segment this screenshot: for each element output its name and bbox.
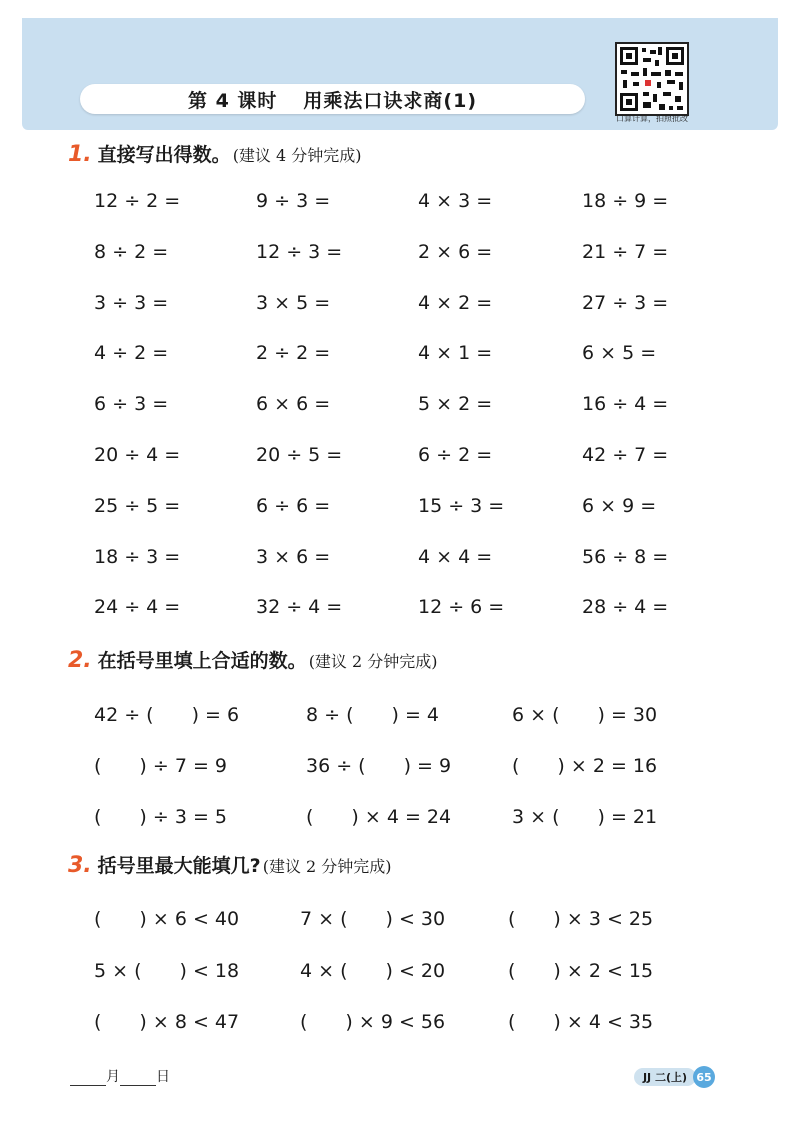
- section-1-hint: (建议 4 分钟完成): [232, 146, 362, 165]
- section1-problem: 18 ÷ 3 =: [94, 545, 181, 568]
- section1-problem: 27 ÷ 3 =: [582, 291, 669, 314]
- section3-problem: ( ) × 4 < 35: [508, 1011, 654, 1033]
- section-1-number: 1.: [68, 142, 92, 167]
- section3-problem: 7 × ( ) < 30: [300, 908, 446, 930]
- section1-problem: 20 ÷ 4 =: [94, 444, 181, 466]
- section3-problem: ( ) × 2 < 15: [508, 959, 654, 982]
- section-2-number: 2.: [68, 648, 92, 673]
- section2-problem: ( ) ÷ 7 = 9: [94, 755, 228, 777]
- section1-problem: 12 ÷ 6 =: [418, 596, 505, 619]
- section3-problem: ( ) × 6 < 40: [94, 908, 240, 930]
- section2-problem: 42 ÷ ( ) = 6: [94, 704, 240, 726]
- section2-problem: ( ) × 4 = 24: [306, 806, 452, 828]
- section1-problem: 56 ÷ 8 =: [582, 545, 669, 568]
- section1-problem: 20 ÷ 5 =: [256, 444, 343, 466]
- day-label: 日: [156, 1069, 170, 1085]
- lesson-title: 用乘法口诀求商(1): [303, 89, 478, 112]
- section1-problem: 12 ÷ 3 =: [256, 240, 343, 263]
- section1-problem: 18 ÷ 9 =: [582, 190, 669, 212]
- section-2-title: 在括号里填上合适的数。: [97, 650, 307, 672]
- section1-problem: 6 × 6 =: [256, 393, 331, 416]
- month-blank[interactable]: [70, 1071, 106, 1086]
- section2-problem: ( ) × 2 = 16: [512, 755, 658, 777]
- section1-problem: 3 ÷ 3 =: [94, 291, 169, 314]
- section2-problem: 36 ÷ ( ) = 9: [306, 755, 452, 777]
- section-1-heading: [68, 140, 362, 167]
- qr-pattern: [617, 44, 687, 114]
- section1-problem: 16 ÷ 4 =: [582, 393, 669, 416]
- section2-problem: 6 × ( ) = 30: [512, 704, 658, 726]
- section1-problem: 42 ÷ 7 =: [582, 444, 669, 466]
- section1-problem: 4 × 2 =: [418, 291, 493, 314]
- section-3-hint: (建议 2 分钟完成): [262, 857, 392, 876]
- grade-badge: JJ 二(上): [634, 1068, 696, 1086]
- section1-problem: 5 × 2 =: [418, 393, 493, 416]
- section1-problem: 32 ÷ 4 =: [256, 596, 343, 619]
- section-2-hint: (建议 2 分钟完成): [308, 652, 438, 671]
- section-3-heading: [68, 851, 392, 878]
- section3-problem: ( ) × 9 < 56: [300, 1011, 446, 1033]
- date-line: [70, 1066, 170, 1086]
- section3-problem: ( ) × 8 < 47: [94, 1011, 240, 1033]
- section1-problem: 28 ÷ 4 =: [582, 596, 669, 619]
- section1-problem: 12 ÷ 2 =: [94, 190, 181, 212]
- section1-problem: 8 ÷ 2 =: [94, 240, 169, 263]
- qr-code-icon[interactable]: [615, 42, 689, 116]
- section1-problem: 3 × 6 =: [256, 545, 331, 568]
- section-2-heading: [68, 646, 438, 673]
- section2-problem: 8 ÷ ( ) = 4: [306, 704, 440, 726]
- section1-problem: 4 × 1 =: [418, 342, 493, 365]
- section1-problem: 3 × 5 =: [256, 291, 331, 314]
- section3-problem: 4 × ( ) < 20: [300, 959, 446, 982]
- section1-problem: 2 × 6 =: [418, 240, 493, 263]
- section1-problem: 4 ÷ 2 =: [94, 342, 169, 365]
- qr-caption: 口算计算，拍照批改: [616, 114, 688, 123]
- section1-problem: 25 ÷ 5 =: [94, 494, 181, 517]
- lesson-number: 第 4 课时: [187, 89, 278, 112]
- section1-problem: 2 ÷ 2 =: [256, 342, 331, 365]
- day-blank[interactable]: [120, 1071, 156, 1086]
- section1-problem: 6 × 9 =: [582, 494, 657, 517]
- month-label: 月: [106, 1069, 120, 1085]
- section1-problem: 6 ÷ 2 =: [418, 444, 493, 466]
- section-1-title: 直接写出得数。: [97, 144, 231, 166]
- section1-problem: 4 × 3 =: [418, 190, 493, 212]
- section2-problem: ( ) ÷ 3 = 5: [94, 806, 228, 828]
- section1-problem: 21 ÷ 7 =: [582, 240, 669, 263]
- section1-problem: 6 × 5 =: [582, 342, 657, 365]
- section-3-title: 括号里最大能填几?: [97, 855, 261, 877]
- section1-problem: 9 ÷ 3 =: [256, 190, 331, 212]
- section-3-number: 3.: [68, 853, 92, 878]
- section1-problem: 6 ÷ 3 =: [94, 393, 169, 416]
- section2-problem: 3 × ( ) = 21: [512, 806, 658, 828]
- section1-problem: 15 ÷ 3 =: [418, 494, 505, 517]
- title-bar: [80, 84, 585, 114]
- section1-problem: 6 ÷ 6 =: [256, 494, 331, 517]
- section1-problem: 4 × 4 =: [418, 545, 493, 568]
- section3-problem: ( ) × 3 < 25: [508, 908, 654, 930]
- page-number: 65: [693, 1066, 715, 1088]
- section1-problem: 24 ÷ 4 =: [94, 596, 181, 619]
- section3-problem: 5 × ( ) < 18: [94, 959, 240, 982]
